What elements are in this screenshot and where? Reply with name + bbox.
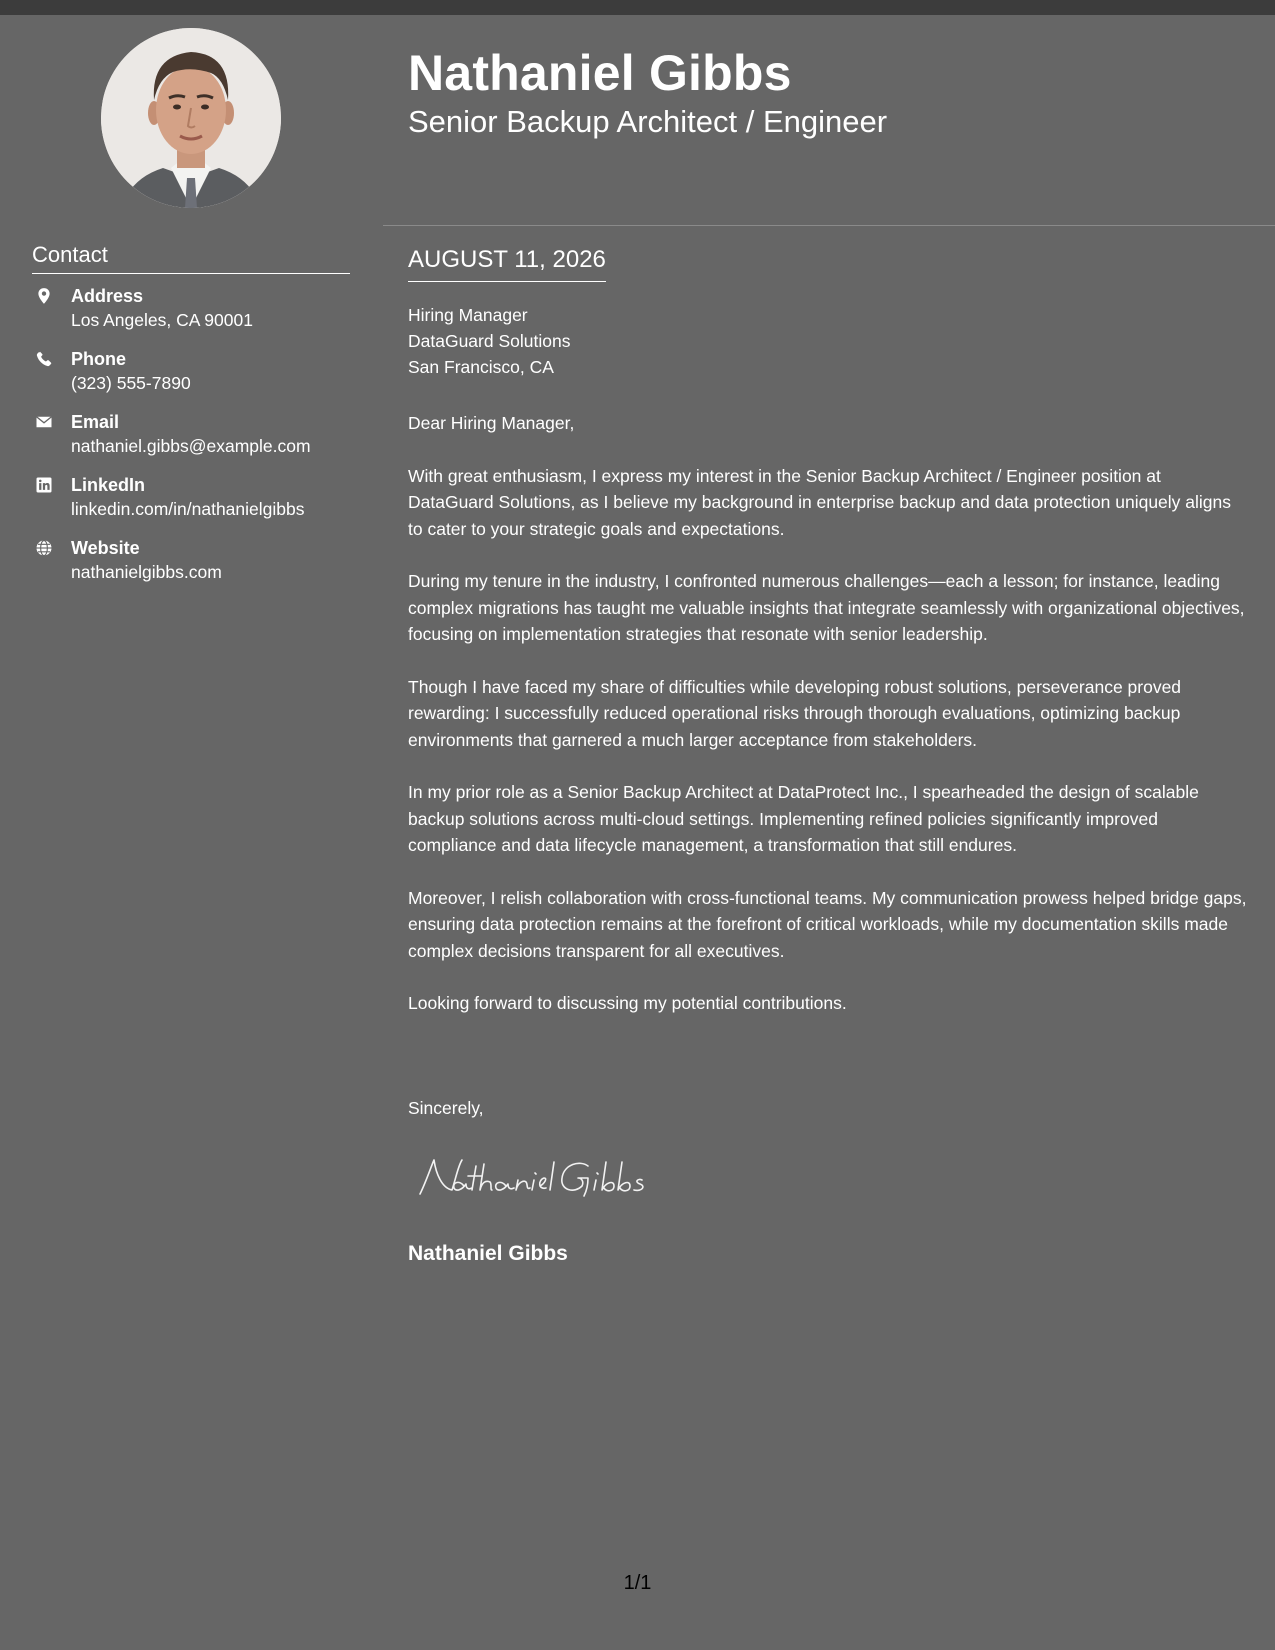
contact-value: nathaniel.gibbs@example.com: [71, 436, 311, 456]
letter-body: [408, 410, 1248, 1043]
linkedin-icon: [35, 476, 53, 494]
applicant-name: Nathaniel Gibbs: [408, 45, 792, 101]
job-title: Senior Backup Architect / Engineer: [408, 104, 888, 139]
closing: Sincerely,: [408, 1098, 484, 1118]
page-number: 1/1: [623, 1572, 652, 1594]
body-paragraph: Moreover, I relish collaboration with cross-functional teams. My communication prowess helped bridge gaps, ensuring data protection remains at the forefront of critical workloads, while my documentation skills made complex decisions transparent for all executives.: [408, 887, 1247, 961]
body-paragraph: In my prior role as a Senior Backup Architect at DataProtect Inc., I spearheaded the design of scalable backup solutions across multi-cloud settings. Implementing refined policies significantly improved compliance and data lifecycle management, a transformation that still endures.: [408, 782, 1199, 855]
location-pin-icon: [35, 287, 53, 305]
body-paragraph: During my tenure in the industry, I confronted numerous challenges—each a lesson; for instance, leading complex migrations has taught me valuable insights that integrate seamlessly with organizational objectives, focusing on implementation strategies that resonate with senior leadership.: [408, 571, 1245, 644]
body-paragraph: Though I have faced my share of difficulties while developing robust solutions, perseverance proved rewarding: I successfully reduced operational risks through thorough evaluations, optimizing backup environments that garnered a much larger acceptance from stakeholders.: [408, 676, 1182, 750]
contact-list: [32, 284, 362, 599]
contact-heading: Contact: [32, 240, 350, 274]
salutation: Dear Hiring Manager,: [408, 413, 575, 433]
signature-image: [412, 1152, 672, 1204]
contact-item-address: [32, 284, 362, 347]
body-paragraph: Looking forward to discussing my potential contributions.: [408, 993, 847, 1013]
contact-label: Address: [71, 286, 144, 306]
contact-item-linkedin: [32, 473, 362, 536]
contact-value: Los Angeles, CA 90001: [71, 310, 253, 330]
header-divider: [383, 225, 1275, 226]
contact-label: Website: [71, 538, 140, 558]
envelope-icon: [35, 413, 53, 431]
profile-photo: [101, 28, 281, 208]
contact-value[interactable]: nathanielgibbs.com: [71, 562, 222, 582]
signed-name: Nathaniel Gibbs: [408, 1242, 568, 1265]
contact-item-phone: [32, 347, 362, 410]
recipient-block: [408, 302, 570, 380]
contact-label: Phone: [71, 349, 127, 369]
recipient-line: DataGuard Solutions: [408, 331, 571, 351]
contact-value: (323) 555-7890: [71, 373, 191, 393]
top-bar: [0, 0, 1275, 15]
contact-item-website: [32, 536, 362, 599]
recipient-line: San Francisco, CA: [408, 357, 554, 377]
contact-label: LinkedIn: [71, 475, 146, 495]
recipient-line: Hiring Manager: [408, 305, 528, 325]
body-paragraph: With great enthusiasm, I express my interest in the Senior Backup Architect / Engineer position at DataGuard Solutions, as I believe my background in enterprise backup and data protection uniquely aligns to cater to your strategic goals and expectations.: [408, 465, 1232, 539]
contact-label: Email: [71, 412, 120, 432]
contact-item-email: [32, 410, 362, 473]
contact-value[interactable]: linkedin.com/in/nathanielgibbs: [71, 499, 305, 519]
phone-icon: [35, 350, 53, 368]
globe-icon: [35, 539, 53, 557]
letter-date: AUGUST 11, 2026: [408, 244, 606, 282]
